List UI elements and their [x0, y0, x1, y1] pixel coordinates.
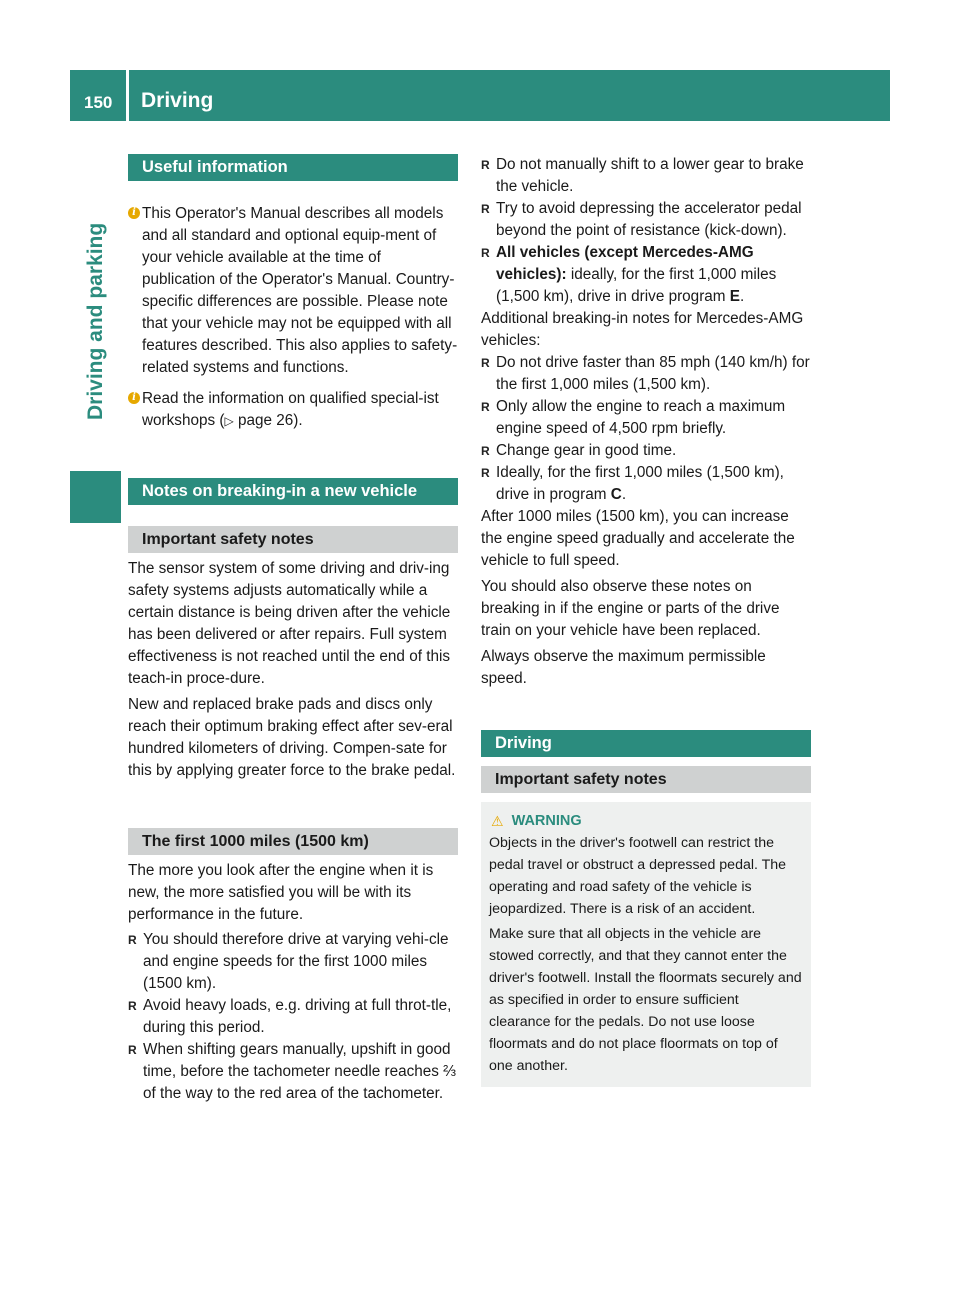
observe-para: You should also observe these notes on breaking in if the engine or parts of the drive train on your vehicle have been replaced. [481, 578, 780, 639]
bullet-icon: R [481, 444, 490, 458]
warning-text-2: Make sure that all objects in the vehicle are stowed correctly, and that they cannot enter the driver's footwell. Install the floormats securely and as specified in order to ensure sufficient clearance for the pedals. Do not use loose floormats and do not place floormats on top of one another. [489, 926, 802, 1074]
list-item: R Only allow the engine to reach a maximum engine speed of 4,500 rpm briefly. [481, 398, 786, 437]
info-icon: i [128, 207, 140, 219]
amg-bold-label: All vehicles (except Mercedes-AMG vehicles): [496, 244, 754, 283]
info-note-2 [128, 388, 458, 432]
list-item: R Do not manually shift to a lower gear to brake the vehicle. [481, 156, 804, 195]
warning-text-1: Objects in the driver's footwell can restrict the pedal travel or obstruct a depressed pedal. The operating and road safety of the vehicle is jeopardized. There is a risk of an accident. [489, 835, 787, 917]
info-icon: i [128, 392, 140, 404]
breaking-in-subheading: Important safety notes [128, 526, 458, 553]
list-item: R Change gear in good time. [481, 440, 811, 462]
bullet-icon: R [481, 466, 490, 480]
side-tab-label: Driving and parking [84, 222, 107, 420]
driving-tips-list [481, 154, 811, 308]
chapter-title: Driving [141, 89, 214, 112]
warning-triangle-icon: ⚠ [491, 812, 504, 829]
driving-heading: Driving [481, 730, 811, 757]
right-column [481, 154, 811, 1087]
amg-intro: Additional breaking-in notes for Mercedes-AMG vehicles: [481, 310, 804, 349]
list-item: R When shifting gears manually, upshift in good time, before the tachometer needle reaches ⅔ of the way to the red area of the tachometer. [128, 1041, 456, 1102]
breaking-in-para-1: The sensor system of some driving and driv-ing safety systems adjusts automatically while a certain distance is being driven after the vehicle has been delivered or after repairs. Full system effectiveness is not reached until the end of this teach-in proce-dure. [128, 560, 451, 687]
bullet-icon: R [128, 1043, 137, 1057]
info-note-1 [128, 203, 458, 379]
bullet-icon: R [128, 999, 137, 1013]
warning-label: WARNING [511, 813, 582, 829]
warning-box [481, 802, 811, 1087]
list-item: R You should therefore drive at varying vehi-cle and engine speeds for the first 1000 miles (1500 km). [128, 931, 449, 992]
max-speed-para: Always observe the maximum permissible speed. [481, 648, 766, 687]
page-ref-arrow-icon: ▷ [224, 414, 234, 428]
left-column [128, 154, 458, 1105]
breaking-in-heading: Notes on breaking-in a new vehicle [128, 478, 458, 505]
breaking-in-para-2: New and replaced brake pads and discs only reach their optimum braking effect after sev-eral hundred kilometers of driving. Compen-sate for this by applying greater force to the brake pedal. [128, 696, 456, 779]
amg-list [481, 352, 811, 506]
list-item: R Try to avoid depressing the accelerator pedal beyond the point of resistance (kick-down). [481, 200, 802, 239]
bullet-icon: R [128, 933, 137, 947]
drive-program-e: E [729, 288, 740, 305]
info-note-1-text: This Operator's Manual describes all models and all standard and optional equip-ment of your vehicle available at the time of publication of the Operator's Manual. Country-specific differences are possible. Please note that your vehicle may not be equipped with all features described. This also applies to safety-related systems and functions. [142, 205, 458, 376]
list-item: R Do not drive faster than 85 mph (140 km/h) for the first 1,000 miles (1,500 km). [481, 354, 810, 393]
driving-subheading: Important safety notes [481, 766, 811, 793]
drive-program-c: C [610, 486, 622, 503]
after-1000-para: After 1000 miles (1500 km), you can increase the engine speed gradually and accelerate the vehicle to full speed. [481, 508, 795, 569]
first-miles-intro: The more you look after the engine when it is new, the more satisfied you will be with its performance in the future. [128, 862, 434, 923]
useful-info-heading: Useful information [128, 154, 458, 181]
bullet-icon: R [481, 400, 490, 414]
side-tab-block [70, 471, 121, 523]
page-ref-link[interactable]: page 26). [233, 412, 303, 429]
list-item: R Avoid heavy loads, e.g. driving at full throt-tle, during this period. [128, 997, 452, 1036]
first-miles-heading: The first 1000 miles (1500 km) [128, 828, 458, 855]
bullet-icon: R [481, 246, 490, 260]
warning-header [489, 810, 803, 832]
bullet-icon: R [481, 356, 490, 370]
bullet-icon: R [481, 202, 490, 216]
header-divider [126, 70, 129, 121]
list-item: R All vehicles (except Mercedes-AMG vehicles): ideally, for the first 1,000 miles (1,500 km), drive in drive program E. [481, 244, 777, 305]
page-number: 150 [84, 93, 113, 112]
info-note-2-text: Read the information on qualified special-ist workshops ( [142, 390, 439, 429]
first-miles-list [128, 929, 458, 1105]
bullet-icon: R [481, 158, 490, 172]
list-item: R Ideally, for the first 1,000 miles (1,500 km), drive in program C. [481, 464, 784, 503]
